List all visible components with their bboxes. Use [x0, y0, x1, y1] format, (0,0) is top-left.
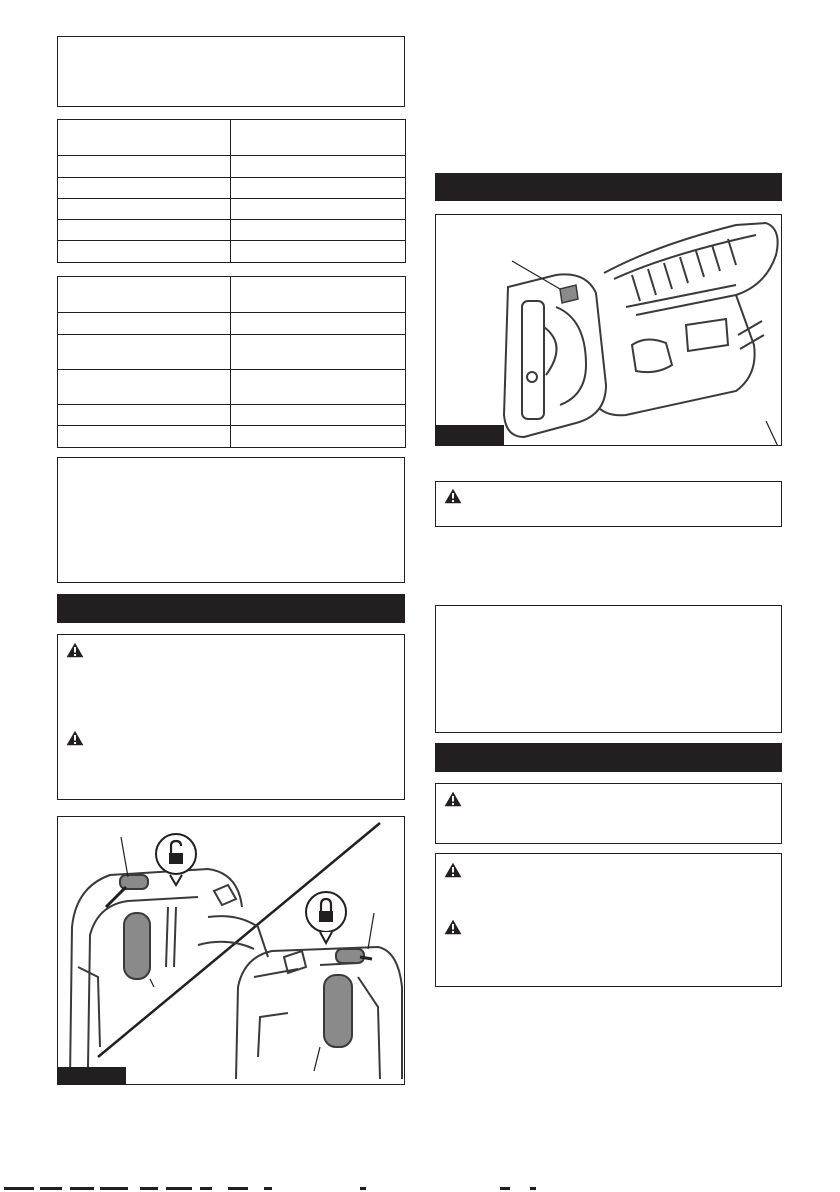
- section-heading-bar-left: [57, 594, 405, 623]
- spec-table-1: [57, 119, 406, 263]
- warning-box-right-3: [435, 853, 782, 987]
- warning-box-right-2: [435, 783, 782, 844]
- table-row: [58, 313, 406, 335]
- table-row: [58, 199, 406, 220]
- figure-number-label: [436, 425, 504, 445]
- figure-lock-switch: [57, 816, 405, 1085]
- figure-number-label: [58, 1067, 126, 1084]
- bottom-edge-marks: [0, 1186, 840, 1192]
- warning-icon: [444, 791, 462, 807]
- table-row: [58, 426, 406, 448]
- figure-tool-front: [435, 214, 782, 446]
- warning-icon: [66, 730, 84, 746]
- tool-illustration: [436, 215, 782, 446]
- note-box-middle: [57, 457, 405, 583]
- note-box-top: [57, 36, 405, 107]
- spec-table-2: [57, 276, 406, 448]
- warning-box-left: [57, 634, 405, 800]
- lock-icon: [306, 892, 346, 943]
- warning-icon: [66, 642, 84, 658]
- table-row: [58, 178, 406, 199]
- warning-icon: [444, 862, 462, 878]
- table-row: [58, 156, 406, 178]
- table-row: [58, 120, 406, 156]
- table-row: [58, 370, 406, 405]
- table-row: [58, 220, 406, 241]
- table-row: [58, 405, 406, 426]
- lock-switch-illustration: [58, 817, 405, 1085]
- note-box-right: [435, 605, 782, 733]
- warning-icon: [444, 488, 462, 504]
- unlock-icon: [156, 834, 196, 885]
- warning-box-right-1: [435, 481, 782, 527]
- section-heading-bar-right-2: [435, 743, 782, 772]
- table-row: [58, 277, 406, 313]
- warning-icon: [444, 919, 462, 935]
- section-heading-bar-right-1: [435, 173, 782, 201]
- table-row: [58, 335, 406, 370]
- table-row: [58, 241, 406, 263]
